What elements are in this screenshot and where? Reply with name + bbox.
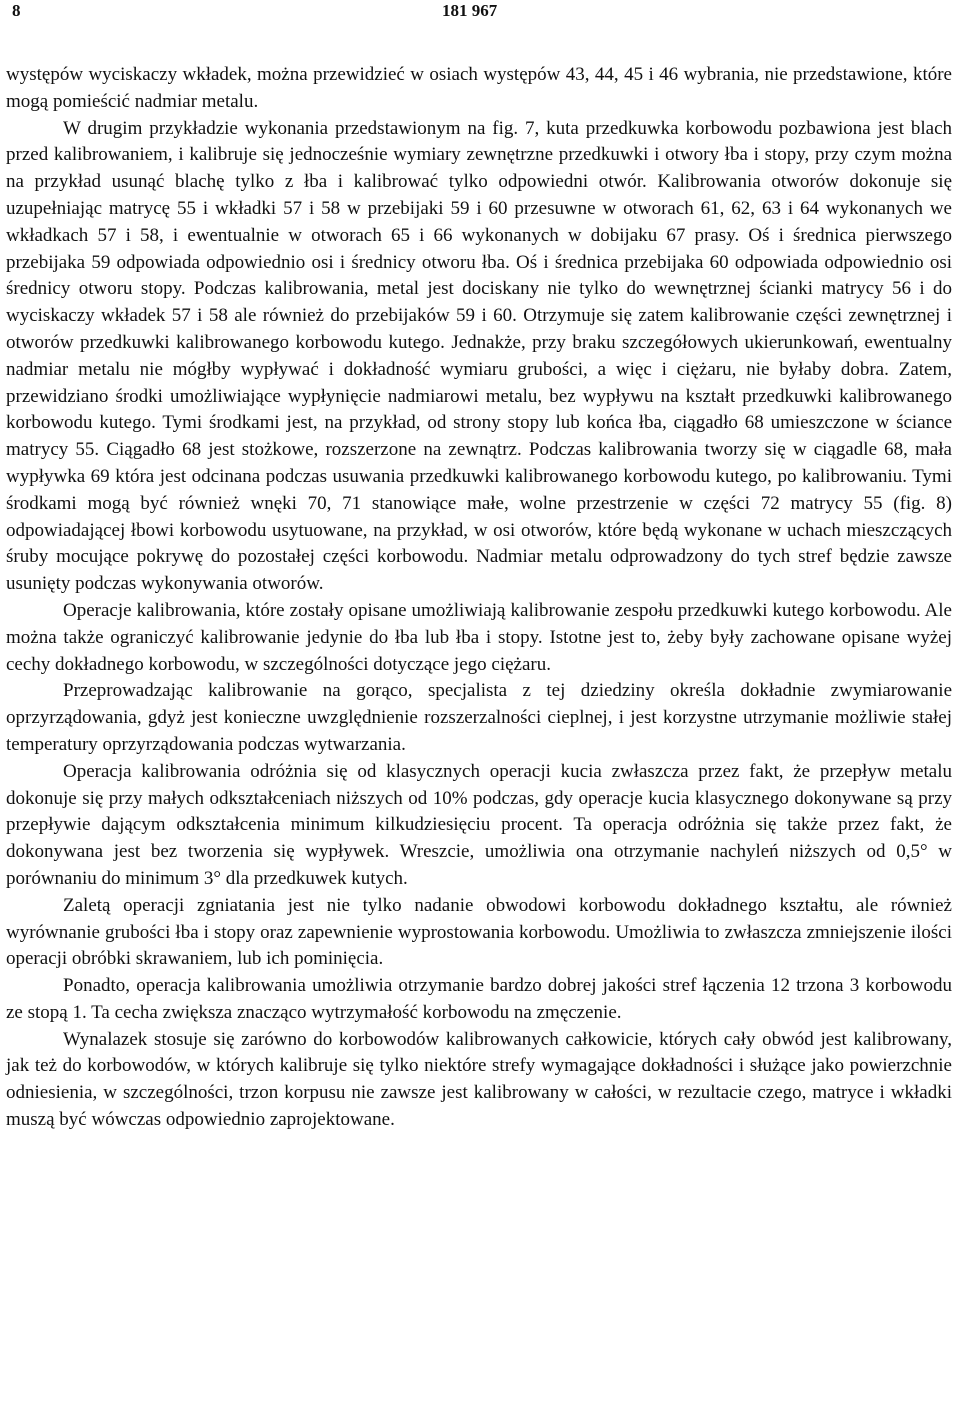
paragraph-7: Ponadto, operacja kalibrowania umożliwia otrzymanie bardzo dobrej jakości stref łączenia 12 trzona 3 korbowodu ze stopą 1. Ta cecha zwiększa znacząco wytrzymałość korbowodu na zmęczenie.: [6, 975, 952, 1023]
paragraph-5: Operacja kalibrowania odróżnia się od klasycznych operacji kucia zwłaszcza przez fakt, że przepływ metalu dokonuje się przy małych odkształceniach niższych od 10% podczas, gdy operacje kucia klasycznego dokonywane są przy przepływie dającym odkształcenia minimum kilkudziesięciu procent. Ta operacja odróżnia się także przez fakt, że dokonywana jest bez tworzenia się wypływek. Wreszcie, umożliwia ona otrzymanie nachyleń niższych od 0,5° w porównaniu do minimum 3° dla przedkuwek kutych.: [6, 760, 952, 889]
page-header: [6, 0, 948, 24]
paragraph-8: Wynalazek stosuje się zarówno do korbowodów kalibrowanych całkowicie, których cały obwód jest kalibrowany, jak też do korbowodów, w których kalibruje się tylko niektóre strefy wymagające dokładności i służące jako powierzchnie odniesienia, w szczególności, trzon korpusu nie zawsze jest kalibrowany w całości, w rezultacie czego, matryce i wkładki muszą być wówczas odpowiednio zaprojektowane.: [6, 1028, 952, 1131]
paragraph-1: występów wyciskaczy wkładek, można przewidzieć w osiach występów 43, 44, 45 i 46 wybrania, nie przedstawione, które mogą pomieścić nadmiar metalu.: [6, 64, 952, 112]
body-text: [6, 62, 952, 1134]
paragraph-3: Operacje kalibrowania, które zostały opisane umożliwiają kalibrowanie zespołu przedkuwki kutego korbowodu. Ale można także ograniczyć kalibrowanie jedynie do łba lub łba i stopy. Istotne jest to, żeby były zachowane opisane wyżej cechy dokładnego korbowodu, w szczególności dotyczące jego ciężaru.: [6, 599, 952, 675]
page-number: 8: [12, 1, 21, 20]
document-number: 181 967: [442, 1, 498, 20]
paragraph-6: Zaletą operacji zgniatania jest nie tylko nadanie obwodowi korbowodu dokładnego kształtu, ale również wyrównanie grubości łba i stopy oraz zapewnienie wyprostowania korbowodu. Umożliwia to zwłaszcza zmniejszenie ilości operacji obróbki skrawaniem, lub ich pominięcia.: [6, 894, 952, 970]
paragraph-2: W drugim przykładzie wykonania przedstawionym na fig. 7, kuta przedkuwka korbowodu pozbawiona jest blach przed kalibrowaniem, i kalibruje się jednocześnie wymiary zewnętrzne przedkuwki i otwory łba i stopy, przy czym można na przykład usunąć blachę tylko z łba i kalibrować tylko odpowiedni otwór. Kalibrowania otworów dokonuje się uzupełniając matrycę 55 i wkładki 57 i 58 w przebijaki 59 i 60 przesuwne w otworach 61, 62, 63 i 64 wykonanych we wkładkach 57 i 58, i ewentualnie w otworach 65 i 66 wykonanych w dobijaku 67 prasy. Oś i średnica pierwszego przebijaka 59 odpowiada odpowiednio osi i średnicy otworu łba. Oś i średnica przebijaka 60 odpowiada odpowiednio osi średnicy otworu stopy. Podczas kalibrowania, metal jest dociskany nie tylko do wewnętrznej ścianki matrycy 56 i do wyciskaczy wkładek 57 i 58 ale również do przebijaków 59 i 60. Otrzymuje się zatem kalibrowanie części zewnętrznej i otworów przedkuwki kalibrowanego korbowodu kutego. Jednakże, przy braku szczegółowych ukierunkowań, ewentualny nadmiar metalu nie mógłby wypływać i dokładność wymiaru grubości, a więc i ciężaru, nie byłaby dobra. Zatem, przewidziano środki umożliwiające wypłynięcie nadmiarowi metalu, bez wypływu na kształt przedkuwki kalibrowanego korbowodu kutego. Tymi środkami jest, na przykład, od strony stopy lub końca łba, ciągadło 68 umieszczone w ściance matrycy 55. Ciągadło 68 jest stożkowe, rozszerzone na zewnątrz. Podczas kalibrowania tworzy się w ciągadle 68, mała wypływka 69 która jest odcinana podczas usuwania przedkuwki kalibrowanego korbowodu kutego, po kalibrowaniu. Tymi środkami mogą być również wnęki 70, 71 stanowiące małe, wolne przestrzenie w części 72 matrycy 55 (fig. 8) odpowiadającej łbowi korbowodu usytuowane, na przykład, w osi otworów, które będą wykonane w uchach mieszczących śruby mocujące pokrywę do pozostałej części korbowodu. Nadmiar metalu odprowadzony do tych stref będzie zawsze usunięty podczas wykonywania otworów.: [6, 117, 952, 595]
paragraph-4: Przeprowadzając kalibrowanie na gorąco, specjalista z tej dziedziny określa dokładnie zwymiarowanie oprzyrządowania, gdyż jest konieczne uwzględnienie rozszerzalności cieplnej, i jest korzystne utrzymanie możliwie stałej temperatury oprzyrządowania podczas wytwarzania.: [6, 680, 952, 755]
